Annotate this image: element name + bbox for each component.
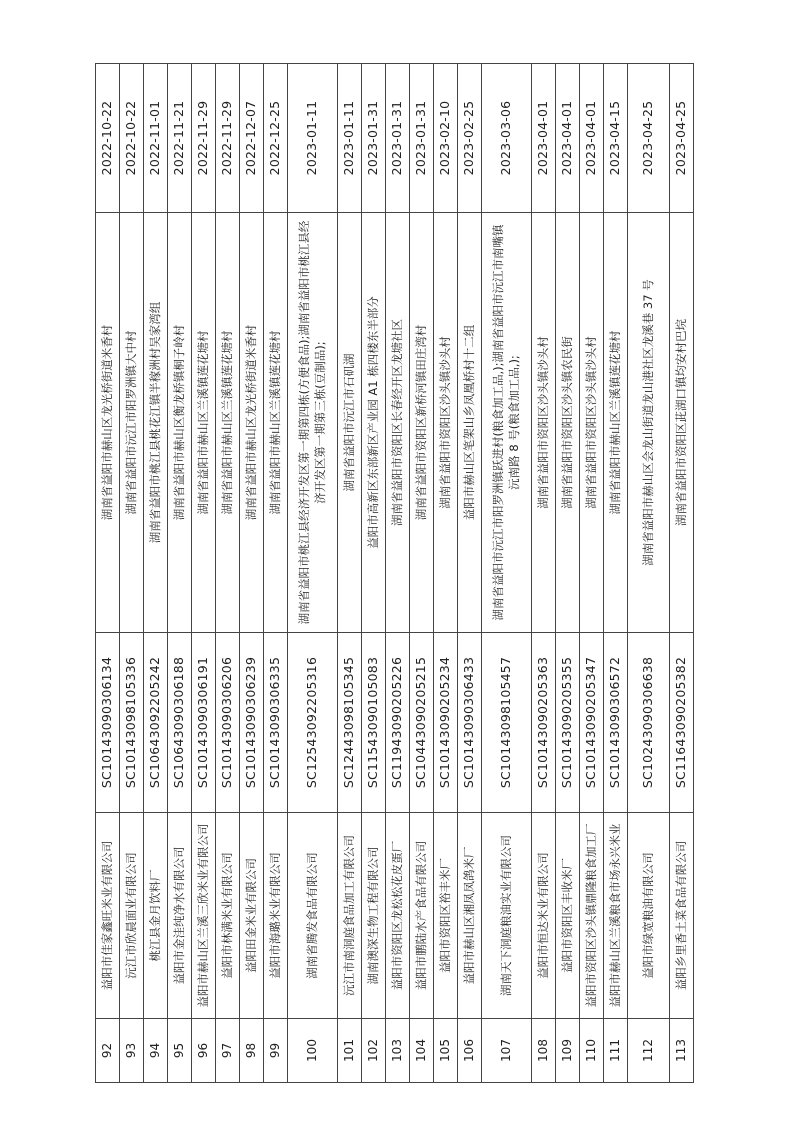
production-address: 湖南省益阳市资阳区沙头镇沙头村 [532, 213, 556, 633]
company-name: 湖南省腾发食品有限公司 [288, 813, 338, 1019]
license-number: SC10143090306572 [604, 633, 628, 813]
row-number: 110 [580, 1019, 604, 1083]
company-name: 湖南天下洞庭粮油实业有限公司 [482, 813, 532, 1019]
production-address: 湖南省益阳市沅江市阳罗洲镇大中村 [120, 213, 144, 633]
issue-date: 2023-01-31 [386, 64, 410, 213]
license-number: SC10143090205234 [434, 633, 458, 813]
table-body [96, 64, 694, 1083]
license-number: SC10243090306638 [628, 633, 670, 813]
row-number: 100 [288, 1019, 338, 1083]
row-number: 101 [338, 1019, 362, 1083]
license-number: SC10143090306134 [96, 633, 120, 813]
production-address: 湖南省益阳市赫山区兰溪镇莲花塘村 [264, 213, 288, 633]
row-number: 103 [386, 1019, 410, 1083]
issue-date: 2022-10-22 [96, 64, 120, 213]
company-name: 沅江市欣晨面业有限公司 [120, 813, 144, 1019]
company-name: 桃江县金月饮料厂 [144, 813, 168, 1019]
issue-date: 2022-12-07 [240, 64, 264, 213]
license-number: SC11643090205382 [670, 633, 694, 813]
license-number: SC12443098105345 [338, 633, 362, 813]
issue-date: 2023-04-25 [670, 64, 694, 213]
company-name: 益阳乡里香土菜食品有限公司 [670, 813, 694, 1019]
company-name: 湖南澳深生物工程有限公司 [362, 813, 386, 1019]
license-table [95, 63, 694, 1083]
row-number: 95 [168, 1019, 192, 1083]
company-name: 益阳市恒达米业有限公司 [532, 813, 556, 1019]
table-row [482, 64, 532, 1083]
row-number: 97 [216, 1019, 240, 1083]
table-row [410, 64, 434, 1083]
license-number: SC10143090306191 [192, 633, 216, 813]
production-address: 湖南省益阳市沅江市石矶湖 [338, 213, 362, 633]
issue-date: 2023-01-11 [338, 64, 362, 213]
issue-date: 2022-12-25 [264, 64, 288, 213]
production-address: 益阳市赫山区笔架山乡凤凰桥村十二组 [458, 213, 482, 633]
issue-date: 2023-02-25 [458, 64, 482, 213]
issue-date: 2023-04-01 [532, 64, 556, 213]
issue-date: 2023-04-01 [580, 64, 604, 213]
row-number: 104 [410, 1019, 434, 1083]
row-number: 93 [120, 1019, 144, 1083]
table-row [338, 64, 362, 1083]
production-address: 湖南省益阳市资阳区沙头镇沙头村 [580, 213, 604, 633]
license-number: SC10443090205215 [410, 633, 434, 813]
company-name: 益阳市赫山区兰溪三欣米业有限公司 [192, 813, 216, 1019]
issue-date: 2022-11-01 [144, 64, 168, 213]
row-number: 112 [628, 1019, 670, 1083]
row-number: 98 [240, 1019, 264, 1083]
production-address: 湖南省益阳市赫山区会龙山街道龙山港社区龙溪巷 37 号 [628, 213, 670, 633]
issue-date: 2023-01-31 [362, 64, 386, 213]
production-address: 湖南省益阳市资阳区茈湖口镇均安村巴垸 [670, 213, 694, 633]
row-number: 99 [264, 1019, 288, 1083]
table-row [168, 64, 192, 1083]
table-row [628, 64, 670, 1083]
issue-date: 2022-11-29 [192, 64, 216, 213]
row-number: 107 [482, 1019, 532, 1083]
license-number: SC11943090205226 [386, 633, 410, 813]
table-row [604, 64, 628, 1083]
production-address: 湖南省益阳市赫山区兰溪镇莲花塘村 [192, 213, 216, 633]
row-number: 106 [458, 1019, 482, 1083]
company-name: 益阳市林满米业有限公司 [216, 813, 240, 1019]
production-address: 湖南省益阳市赫山区衡龙桥镇桐子岭村 [168, 213, 192, 633]
issue-date: 2023-04-15 [604, 64, 628, 213]
issue-date: 2022-11-29 [216, 64, 240, 213]
table-row [120, 64, 144, 1083]
table-row [362, 64, 386, 1083]
row-number: 94 [144, 1019, 168, 1083]
issue-date: 2022-10-22 [120, 64, 144, 213]
company-name: 益阳市海璐米业有限公司 [264, 813, 288, 1019]
production-address: 益阳市高新区东部新区产业园 A1 栋四楼东半部分 [362, 213, 386, 633]
company-name: 益阳市资阳区沙头镇鼎隆粮食加工厂 [580, 813, 604, 1019]
license-number: SC10143090306206 [216, 633, 240, 813]
license-number: SC10143090205363 [532, 633, 556, 813]
row-number: 113 [670, 1019, 694, 1083]
table-row [434, 64, 458, 1083]
issue-date: 2023-01-31 [410, 64, 434, 213]
issue-date: 2023-04-25 [628, 64, 670, 213]
issue-date: 2023-01-11 [288, 64, 338, 213]
table-row [216, 64, 240, 1083]
table-row [144, 64, 168, 1083]
table-row [386, 64, 410, 1083]
company-name: 益阳市赫山区湘凤凤鸽米厂 [458, 813, 482, 1019]
issue-date: 2022-11-21 [168, 64, 192, 213]
company-name: 益阳市金洼纯净水有限公司 [168, 813, 192, 1019]
row-number: 108 [532, 1019, 556, 1083]
license-number: SC10143098105336 [120, 633, 144, 813]
license-table-rotated [95, 64, 689, 1083]
table-row [192, 64, 216, 1083]
company-name: 益阳市赫山区兰溪粮食市场永兴米业 [604, 813, 628, 1019]
row-number: 102 [362, 1019, 386, 1083]
production-address: 湖南省益阳市资阳区长春经开区龙塘社区 [386, 213, 410, 633]
table-row [580, 64, 604, 1083]
row-number: 96 [192, 1019, 216, 1083]
production-address: 湖南省益阳市赫山区兰溪镇莲花塘村 [216, 213, 240, 633]
production-address: 湖南省益阳市资阳区新桥河镇田庄湾村 [410, 213, 434, 633]
license-number: SC10143090306433 [458, 633, 482, 813]
license-number: SC10143090205347 [580, 633, 604, 813]
license-number: SC10143090306335 [264, 633, 288, 813]
company-name: 沅江市南洞庭食品加工有限公司 [338, 813, 362, 1019]
production-address: 湖南省益阳市赫山区龙光桥街道米香村 [240, 213, 264, 633]
license-number: SC10143090306239 [240, 633, 264, 813]
issue-date: 2023-03-06 [482, 64, 532, 213]
company-name: 益阳市资阳区裕丰米厂 [434, 813, 458, 1019]
row-number: 105 [434, 1019, 458, 1083]
issue-date: 2023-02-10 [434, 64, 458, 213]
company-name: 益阳市资阳区丰收米厂 [556, 813, 580, 1019]
production-address: 湖南省益阳市资阳区沙头镇沙头村 [434, 213, 458, 633]
row-number: 109 [556, 1019, 580, 1083]
table-row [240, 64, 264, 1083]
table-row [458, 64, 482, 1083]
company-name: 益阳市资阳区龙松松花皮蛋厂 [386, 813, 410, 1019]
table-row [670, 64, 694, 1083]
license-number: SC12543092205316 [288, 633, 338, 813]
production-address: 湖南省益阳市赫山区兰溪镇莲花塘村 [604, 213, 628, 633]
production-address: 湖南省益阳市资阳区沙头镇农民街 [556, 213, 580, 633]
company-name: 益阳市鹏陆水产食品有限公司 [410, 813, 434, 1019]
production-address: 湖南省益阳市沅江市阳罗洲镇跃进村(粮食加工品,);湖南省益阳市沅江市南嘴镇沅南路 8 号(粮食加工品,); [482, 213, 532, 633]
table-row [96, 64, 120, 1083]
company-name: 益阳市绿宽粮油有限公司 [628, 813, 670, 1019]
production-address: 湖南省益阳市桃江县经济开发区第一期第四栋(方便食品);湖南省益阳市桃江县经济开发区第一期第三栋(豆制品); [288, 213, 338, 633]
production-address: 湖南省益阳市赫山区龙光桥街道米香村 [96, 213, 120, 633]
license-number: SC11543090105083 [362, 633, 386, 813]
license-number: SC10143090205355 [556, 633, 580, 813]
table-row [288, 64, 338, 1083]
issue-date: 2023-04-01 [556, 64, 580, 213]
production-address: 湖南省益阳市桃江县桃花江镇半稼洲村吴家湾组 [144, 213, 168, 633]
company-name: 益阳田金米业有限公司 [240, 813, 264, 1019]
table-row [264, 64, 288, 1083]
table-row [556, 64, 580, 1083]
license-number: SC10643090306188 [168, 633, 192, 813]
row-number: 111 [604, 1019, 628, 1083]
company-name: 益阳市佳家鑫旺米业有限公司 [96, 813, 120, 1019]
table-row [532, 64, 556, 1083]
row-number: 92 [96, 1019, 120, 1083]
license-number: SC10643092205242 [144, 633, 168, 813]
license-number: SC10143098105457 [482, 633, 532, 813]
